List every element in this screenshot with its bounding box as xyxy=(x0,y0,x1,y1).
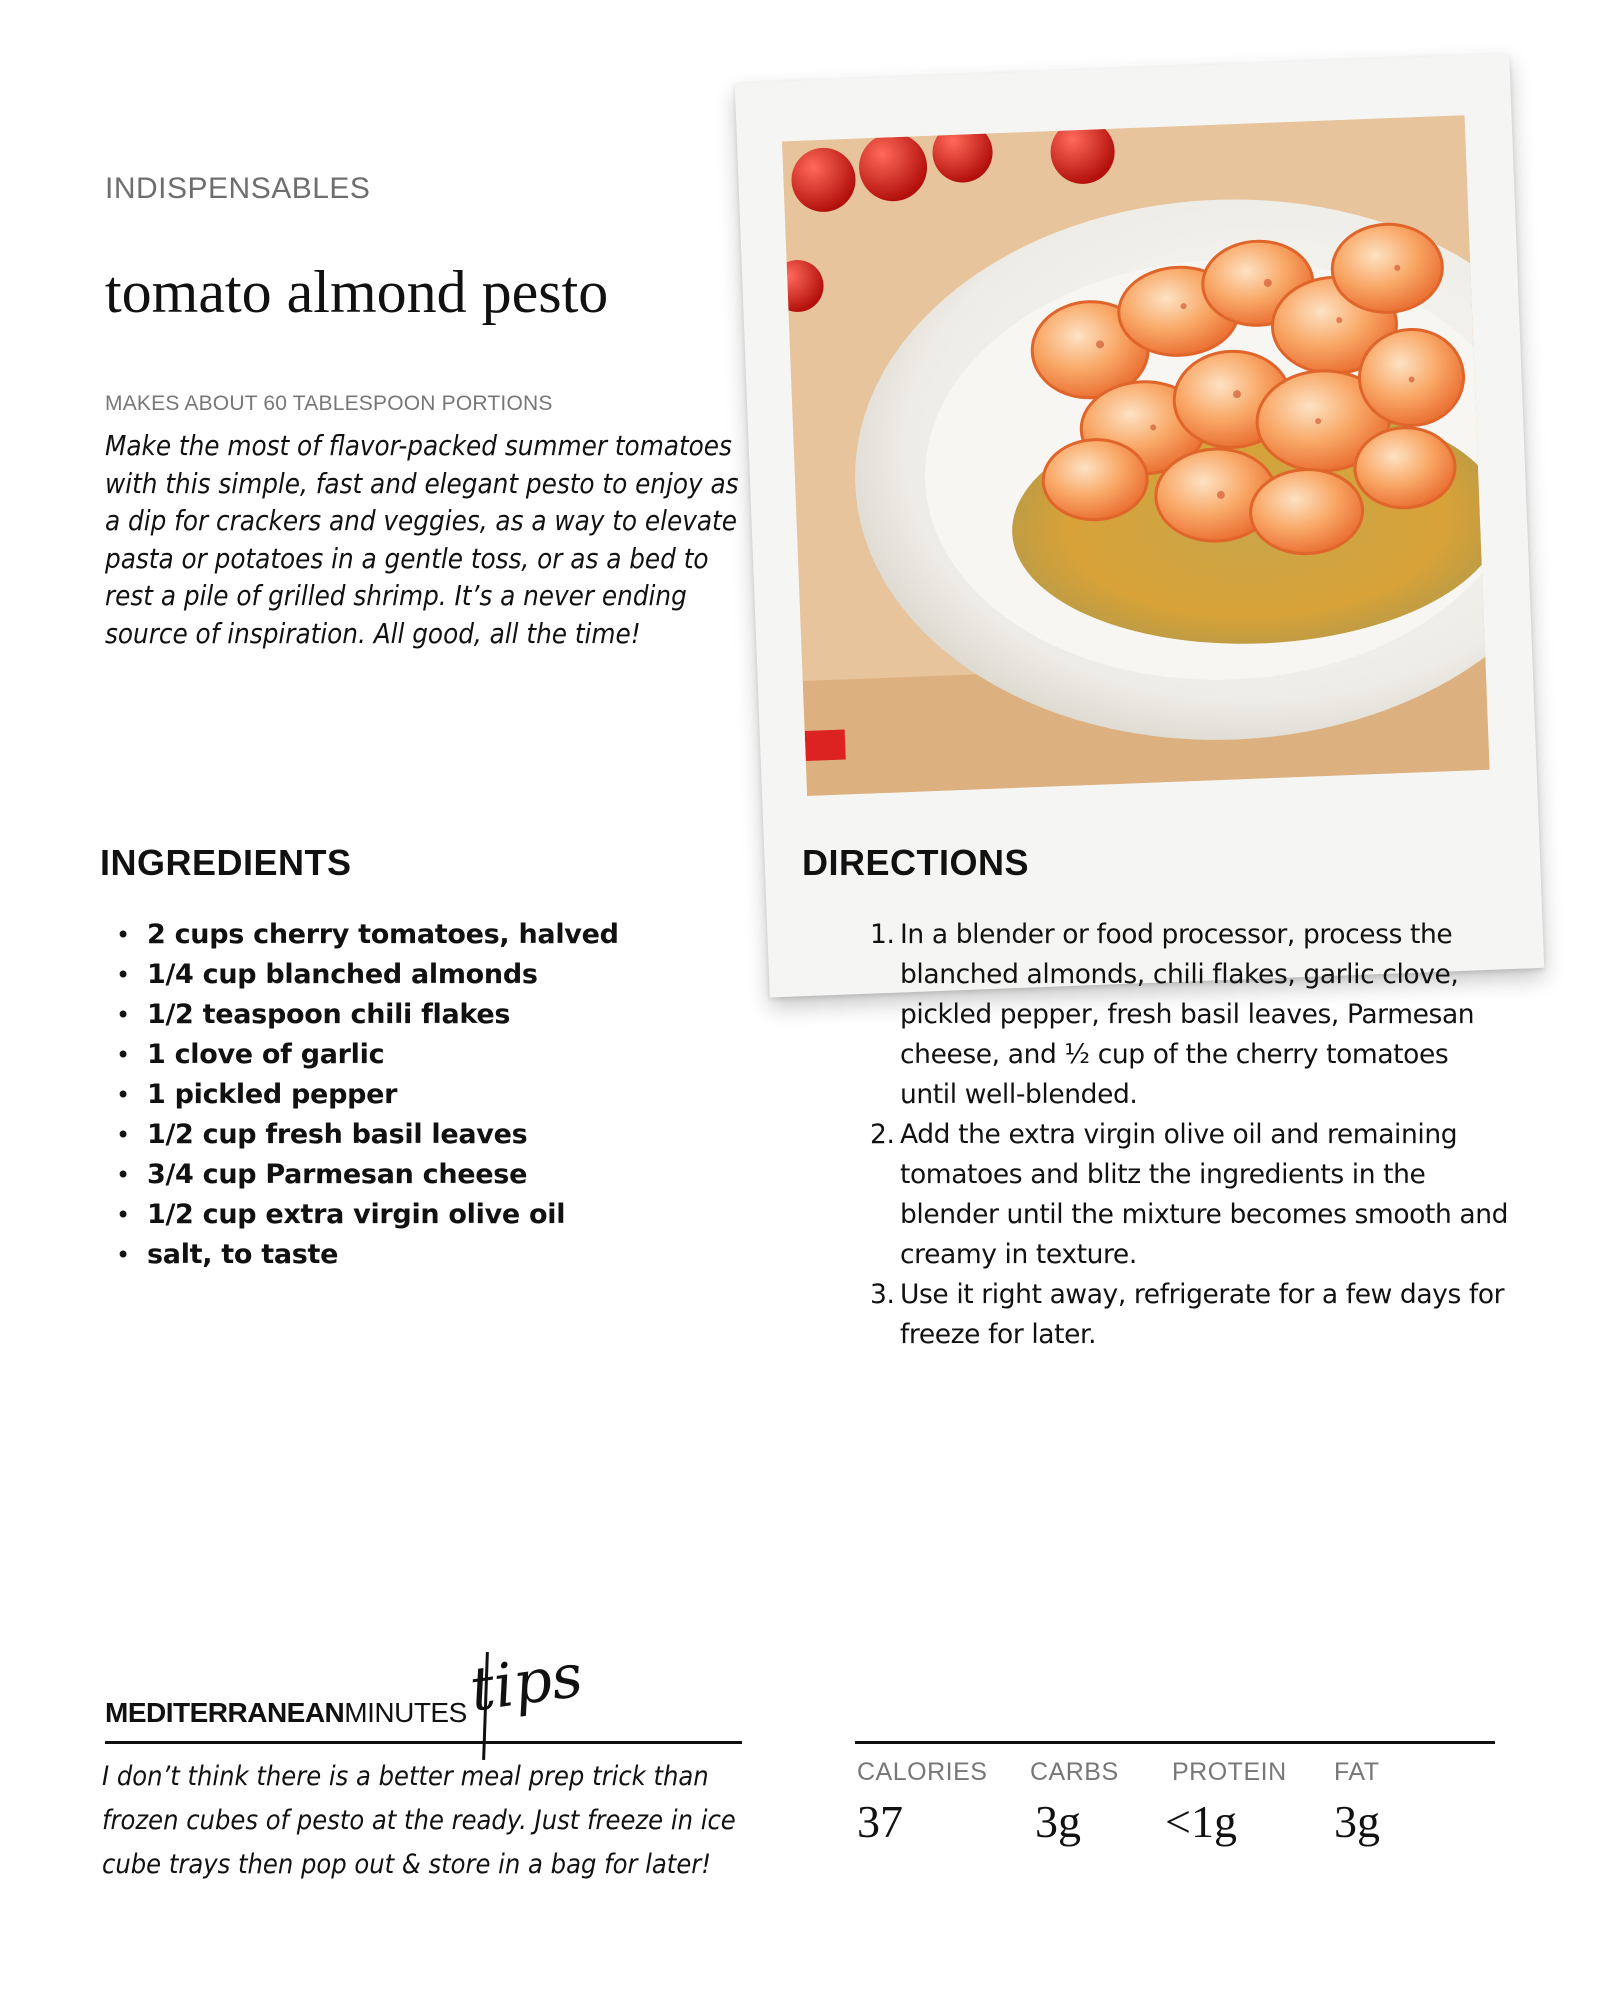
brand-bold: MEDITERRANEAN xyxy=(105,1697,345,1728)
step-text: Add the extra virgin olive oil and remaining tomatoes and blitz the ingredients in the blender until the mixture becomes smooth and creamy in texture. xyxy=(900,1119,1509,1270)
directions-list xyxy=(870,915,1510,1355)
ingredient-item: • 1/2 teaspoon chili flakes xyxy=(112,995,619,1035)
ingredient-item: • salt, to taste xyxy=(112,1235,619,1275)
nutrition-value-carbs: 3g xyxy=(1035,1796,1081,1847)
ingredients-heading: INGREDIENTS xyxy=(100,842,352,883)
ingredient-item: • 1/2 cup extra virgin olive oil xyxy=(112,1195,619,1235)
nutrition-value-fat: 3g xyxy=(1334,1796,1380,1847)
ingredient-item: • 1 pickled pepper xyxy=(112,1075,619,1115)
nutrition-label-protein: PROTEIN xyxy=(1172,1758,1287,1786)
nutrition-label-calories: CALORIES xyxy=(857,1758,988,1786)
directions-heading: DIRECTIONS xyxy=(802,842,1030,883)
ingredient-item: • 3/4 cup Parmesan cheese xyxy=(112,1155,619,1195)
tips-divider xyxy=(105,1741,742,1744)
nutrition-value-protein: <1g xyxy=(1165,1796,1237,1847)
recipe-title: tomato almond pesto xyxy=(105,259,609,325)
recipe-intro: Make the most of flavor-packed summer tomatoes with this simple, fast and elegant pesto to enjoy as a dip for crackers and veggies, as a way to elevate pasta or potatoes in a gentle toss, or as a bed to rest a pile of grilled shrimp. It’s a never ending source of inspiration. All good, all the time! xyxy=(105,430,739,650)
nutrition-label-fat: FAT xyxy=(1334,1758,1380,1786)
direction-step xyxy=(870,1275,1510,1355)
step-text: In a blender or food processor, process the blanched almonds, chili flakes, garlic clove, pickled pepper, fresh basil leaves, Parmesan cheese, and ½ cup of the cherry tomatoes until well-blended. xyxy=(900,919,1475,1110)
nutrition-value-calories: 37 xyxy=(857,1796,903,1847)
ingredient-item: • 1 clove of garlic xyxy=(112,1035,619,1075)
dish-photo xyxy=(782,115,1490,796)
step-number: 2. xyxy=(870,1119,895,1150)
ingredient-item: • 1/2 cup fresh basil leaves xyxy=(112,1115,619,1155)
brand-logo xyxy=(105,1697,467,1729)
ingredients-list xyxy=(112,915,619,1275)
direction-step xyxy=(870,1115,1510,1275)
step-number: 1. xyxy=(870,919,895,950)
step-number: 3. xyxy=(870,1279,895,1310)
nutrition-label-carbs: CARBS xyxy=(1030,1758,1119,1786)
nutrition-divider xyxy=(855,1741,1495,1744)
brand-light: MINUTES xyxy=(344,1697,467,1728)
tips-script-word: tips xyxy=(465,1640,587,1726)
ingredient-item: • 2 cups cherry tomatoes, halved xyxy=(112,915,619,955)
tip-text: I don’t think there is a better meal prep trick than frozen cubes of pesto at the ready. Just freeze in ice cube trays then pop out & store in a bag for later! xyxy=(102,1761,736,1880)
step-text: Use it right away, refrigerate for a few days for freeze for later. xyxy=(900,1279,1505,1350)
direction-step xyxy=(870,915,1510,1115)
recipe-category: INDISPENSABLES xyxy=(105,172,371,205)
ingredient-item: • 1/4 cup blanched almonds xyxy=(112,955,619,995)
recipe-yield: MAKES ABOUT 60 TABLESPOON PORTIONS xyxy=(105,392,553,415)
